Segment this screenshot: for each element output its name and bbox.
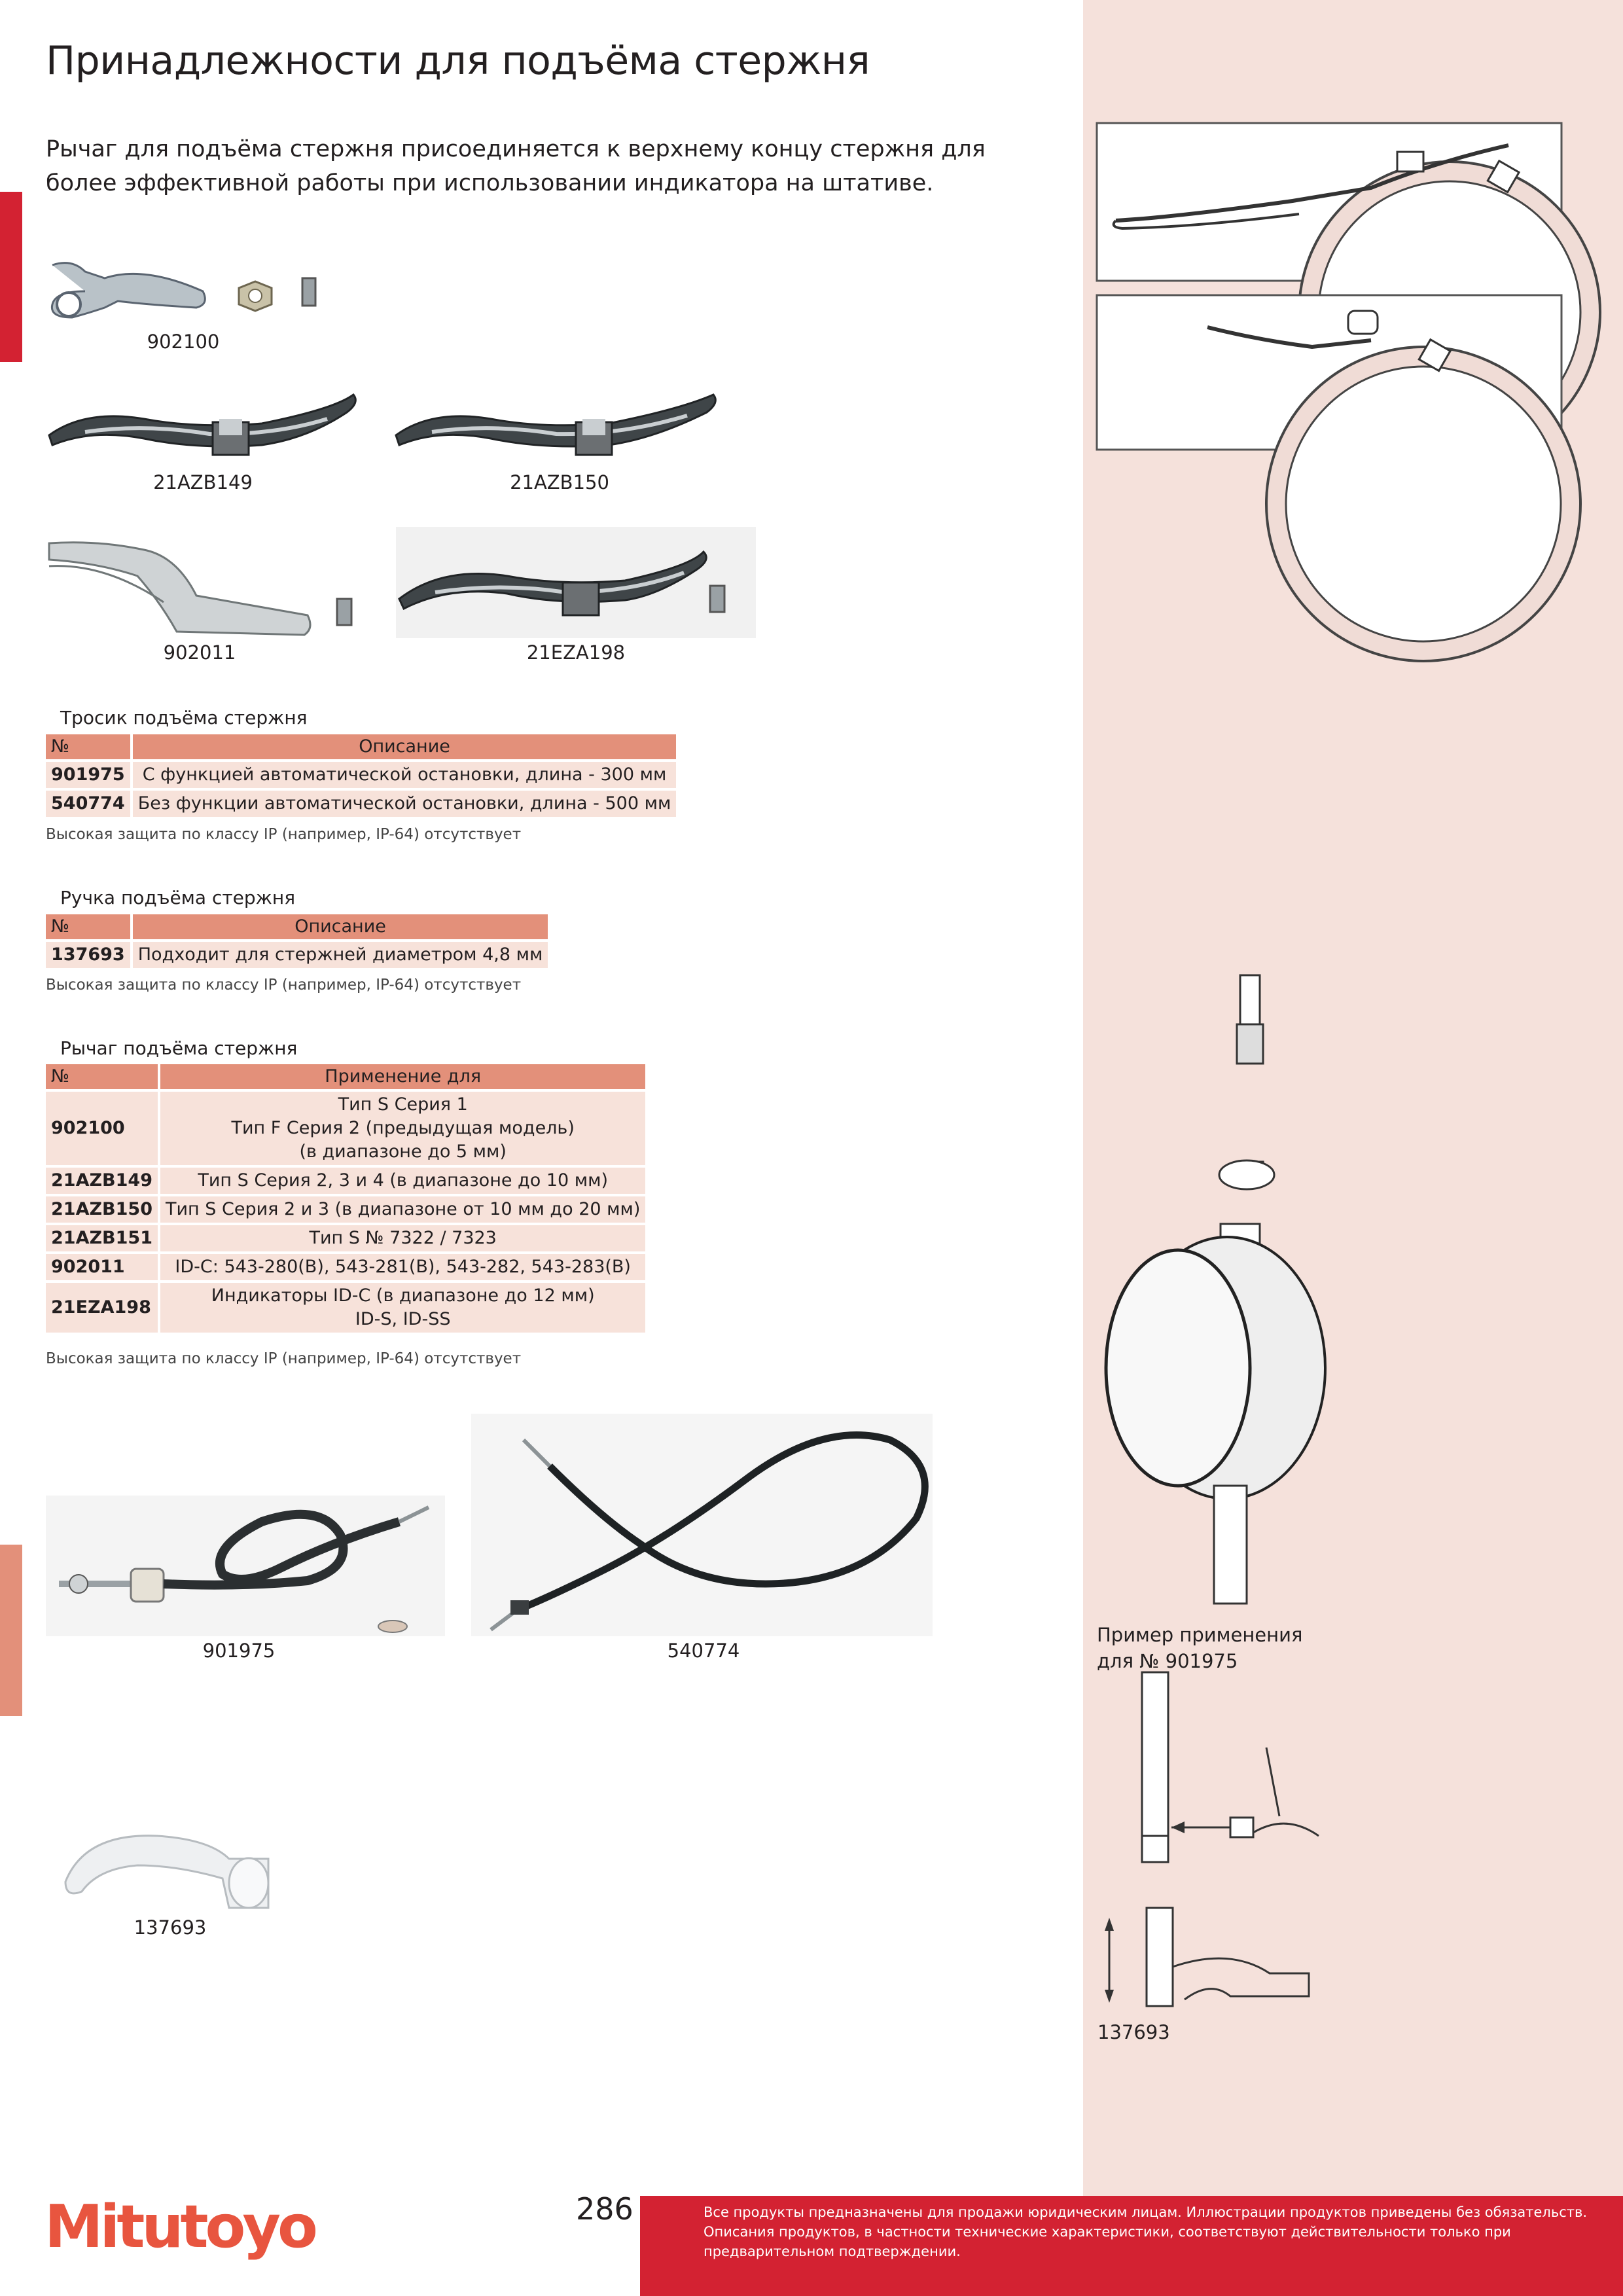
row-application: Тип S № 7322 / 7323	[160, 1225, 645, 1251]
caption-21AZB150: 21AZB150	[510, 471, 609, 493]
row-code: 21AZB150	[46, 1196, 158, 1223]
caption-902011: 902011	[163, 641, 236, 664]
caption-21AZB149: 21AZB149	[153, 471, 253, 493]
footer-disclaimer: Все продукты предназначены для продажи юридическим лицам. Иллюстрации продуктов приведены без обязательств. Описания продуктов, в частности технические характеристики, соответствуют действительности только при предварительном подтверждении.	[704, 2204, 1588, 2259]
table-header-row	[46, 1064, 645, 1089]
row-code: 901975	[46, 762, 130, 788]
table-header-row	[46, 914, 548, 939]
product-image-21EZA198	[396, 527, 756, 638]
application-line: Индикаторы ID-C (в диапазоне до 12 мм)	[211, 1285, 595, 1306]
page-title: Принадлежности для подъёма стержня	[46, 38, 870, 84]
mitutoyo-logo: Mitutoyo	[45, 2193, 315, 2261]
product-image-540774	[471, 1414, 933, 1636]
header-description: Описание	[133, 914, 548, 939]
lever-table-title: Рычаг подъёма стержня	[60, 1037, 298, 1059]
product-image-21AZB150	[393, 383, 720, 468]
caption-21EZA198: 21EZA198	[526, 641, 626, 664]
header-description: Описание	[133, 734, 677, 759]
header-number: №	[46, 734, 130, 759]
row-application	[160, 1283, 645, 1333]
header-application: Применение для	[160, 1064, 645, 1089]
row-code: 540774	[46, 791, 130, 817]
table-row	[46, 942, 548, 968]
row-code: 21AZB151	[46, 1225, 158, 1251]
dial-indicator-drawing	[1093, 975, 1315, 1604]
application-line: (в диапазоне до 5 мм)	[299, 1141, 507, 1162]
product-image-137693	[59, 1820, 275, 1918]
cable-application-drawing	[1135, 1672, 1325, 1869]
handle-application-drawing	[1099, 1901, 1322, 2013]
product-image-902011	[46, 530, 360, 641]
application-line: ID-S, ID-SS	[355, 1309, 451, 1329]
row-code: 902100	[46, 1092, 158, 1165]
cable-table-title: Тросик подъёма стержня	[60, 707, 308, 728]
product-image-901975	[46, 1496, 445, 1636]
handle-table-note: Высокая защита по классу IP (например, IP-64) отсутствует	[46, 977, 522, 994]
row-description: Подходит для стержней диаметром 4,8 мм	[133, 942, 548, 968]
header-number: №	[46, 914, 130, 939]
row-code: 21AZB149	[46, 1168, 158, 1194]
application-caption-line: для № 901975	[1097, 1650, 1238, 1672]
table-row	[46, 791, 676, 817]
application-caption-line: Пример применения	[1097, 1624, 1303, 1646]
application-line: Тип S Серия 1	[338, 1094, 468, 1115]
application-line: Тип F Серия 2 (предыдущая модель)	[231, 1118, 575, 1138]
handle-table-title: Ручка подъёма стержня	[60, 887, 296, 908]
product-image-21AZB149	[46, 383, 360, 468]
row-application: Тип S Серия 2, 3 и 4 (в диапазоне до 10 мм)	[160, 1168, 645, 1194]
row-code: 21EZA198	[46, 1283, 158, 1333]
row-application: ID-C: 543-280(B), 543-281(B), 543-282, 543-283(B)	[160, 1254, 645, 1280]
row-code: 902011	[46, 1254, 158, 1280]
lever-table	[43, 1062, 648, 1335]
row-application: Тип S Серия 2 и 3 (в диапазоне от 10 мм до 20 мм)	[160, 1196, 645, 1223]
product-image-902100	[46, 252, 327, 337]
caption-540774: 540774	[667, 1640, 740, 1662]
intro-text: Рычаг для подъёма стержня присоединяется к верхнему концу стержня для более эффективной работы при использовании индикатора на штативе.	[46, 136, 986, 196]
cable-table	[43, 732, 679, 819]
row-code: 137693	[46, 942, 130, 968]
table-row	[46, 1092, 645, 1165]
table-row	[46, 1254, 645, 1280]
table-row	[46, 1196, 645, 1223]
handle-table	[43, 912, 550, 971]
caption-902100: 902100	[147, 331, 220, 353]
table-row	[46, 1283, 645, 1333]
lever-table-note: Высокая защита по классу IP (например, IP-64) отсутствует	[46, 1350, 522, 1367]
caption-137693: 137693	[134, 1916, 207, 1939]
header-number: №	[46, 1064, 158, 1089]
section-tab-red	[0, 192, 22, 362]
table-row	[46, 762, 676, 788]
row-description: С функцией автоматической остановки, длина - 300 мм	[133, 762, 677, 788]
handle-application-caption: 137693	[1097, 2021, 1170, 2043]
lever-mounting-drawing-top	[1096, 122, 1562, 281]
table-row	[46, 1168, 645, 1194]
row-description: Без функции автоматической остановки, длина - 500 мм	[133, 791, 677, 817]
section-tab-salmon	[0, 1545, 22, 1716]
page-number: 286	[576, 2191, 633, 2227]
table-row	[46, 1225, 645, 1251]
application-caption	[1097, 1622, 1302, 1674]
row-application	[160, 1092, 645, 1165]
cable-table-note: Высокая защита по классу IP (например, IP-64) отсутствует	[46, 826, 522, 843]
lever-mounting-drawing-bottom	[1096, 295, 1562, 450]
caption-901975: 901975	[202, 1640, 276, 1662]
table-header-row	[46, 734, 676, 759]
